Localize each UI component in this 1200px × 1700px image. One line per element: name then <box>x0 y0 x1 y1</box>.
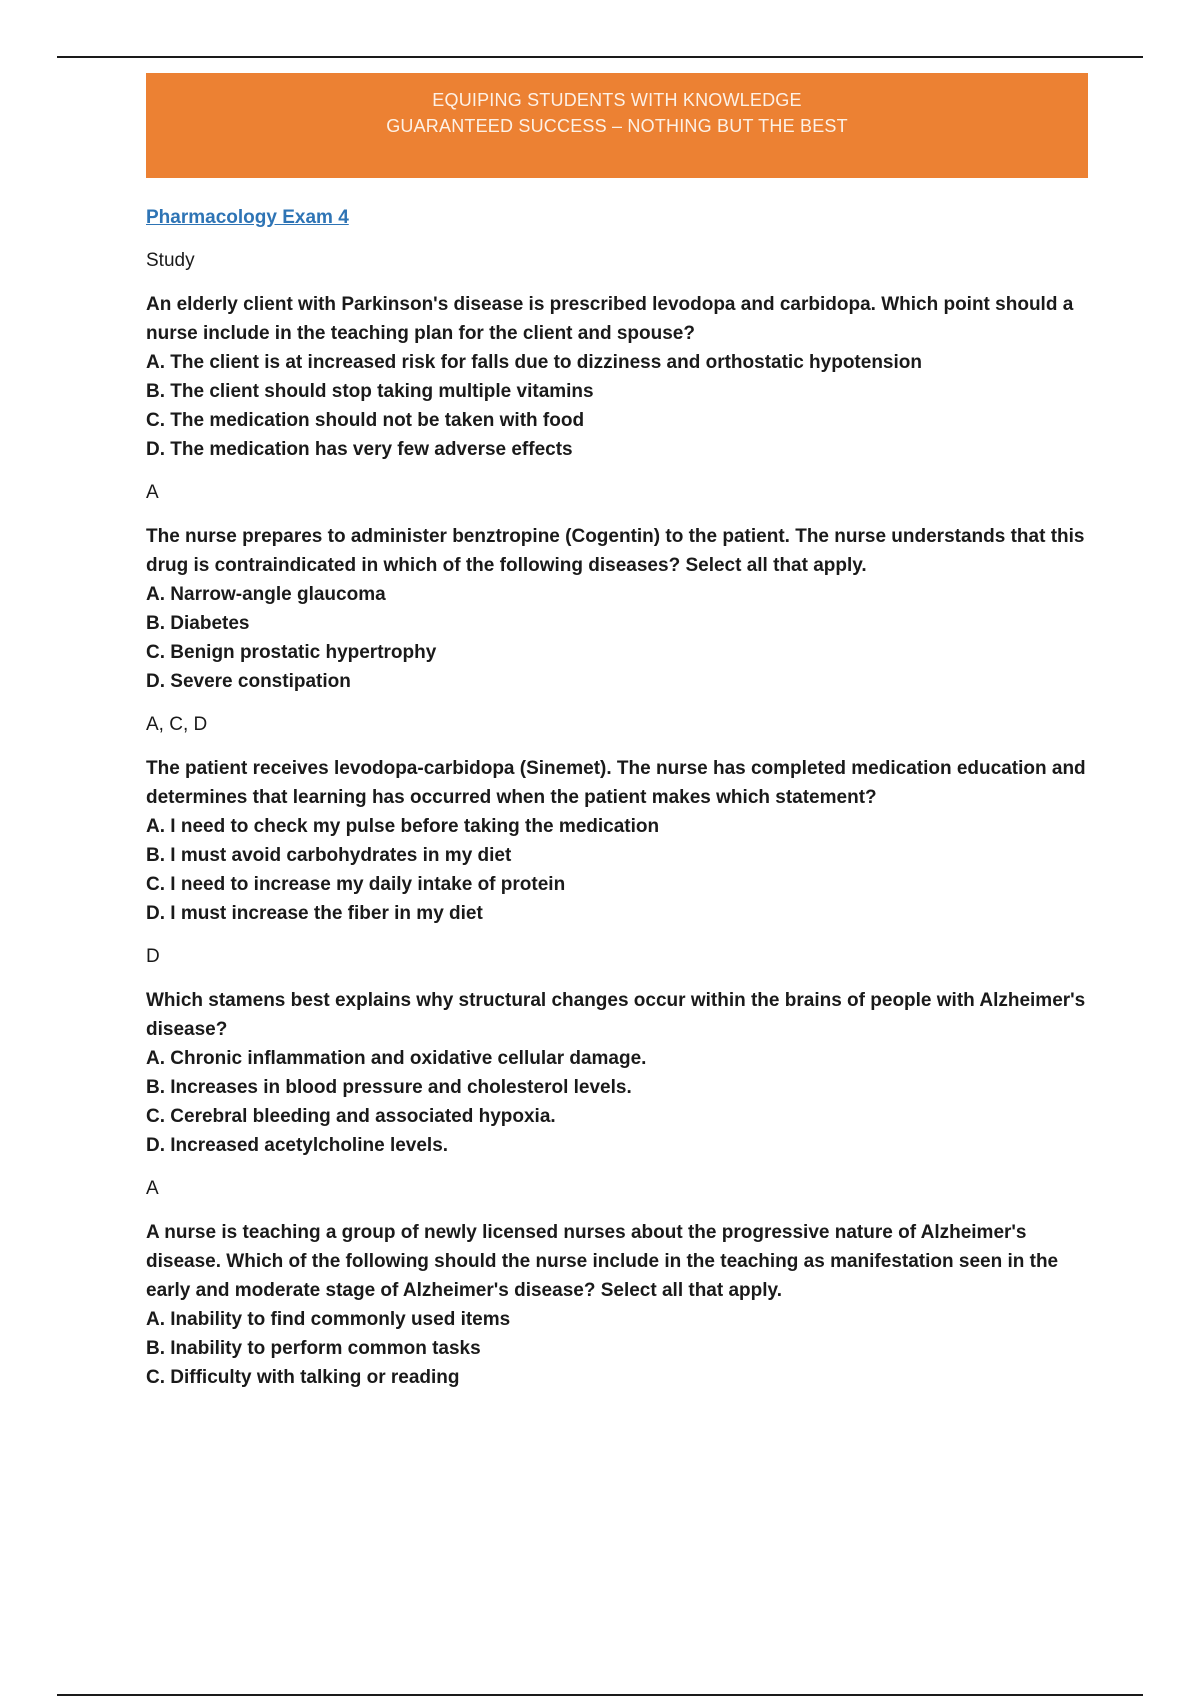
answer-option: A. Chronic inflammation and oxidative cellular damage. <box>146 1048 647 1069</box>
answer-option: A. Narrow-angle glaucoma <box>146 584 386 605</box>
answer-key: D <box>146 946 160 967</box>
answer-option: C. Difficulty with talking or reading <box>146 1367 460 1388</box>
answer-option: D. The medication has very few adverse effects <box>146 439 573 460</box>
header-banner <box>146 73 1088 178</box>
answer-option: C. Benign prostatic hypertrophy <box>146 642 437 663</box>
answer-option: D. Severe constipation <box>146 671 351 692</box>
banner-line-2: GUARANTEED SUCCESS – NOTHING BUT THE BEST <box>386 116 848 136</box>
answer-option: A. The client is at increased risk for falls due to dizziness and orthostatic hypotension <box>146 352 922 373</box>
top-rule <box>57 56 1143 58</box>
answer-key: A <box>146 482 159 503</box>
question-block <box>146 522 1086 696</box>
answer-option: C. I need to increase my daily intake of protein <box>146 874 566 895</box>
answer-option: B. Increases in blood pressure and cholesterol levels. <box>146 1077 632 1098</box>
answer-option: D. Increased acetylcholine levels. <box>146 1135 449 1156</box>
question-block <box>146 754 1086 928</box>
question-block <box>146 986 1086 1160</box>
answer-option: C. The medication should not be taken with food <box>146 410 585 431</box>
question-text: The patient receives levodopa-carbidopa (Sinemet). The nurse has completed medication education and determines that learning has occurred when the patient makes which statement? <box>146 758 1086 808</box>
question-text: Which stamens best explains why structural changes occur within the brains of people with Alzheimer's disease? <box>146 990 1086 1040</box>
document-subtitle: Study <box>146 250 195 271</box>
document-title-link[interactable]: Pharmacology Exam 4 <box>146 207 349 228</box>
question-text: The nurse prepares to administer benztropine (Cogentin) to the patient. The nurse understands that this drug is contraindicated in which of the following diseases? Select all that apply. <box>146 526 1085 576</box>
answer-option: B. The client should stop taking multiple vitamins <box>146 381 594 402</box>
answer-key: A <box>146 1178 159 1199</box>
answer-key: A, C, D <box>146 714 208 735</box>
answer-option: C. Cerebral bleeding and associated hypoxia. <box>146 1106 556 1127</box>
answer-option: B. Inability to perform common tasks <box>146 1338 481 1359</box>
answer-option: B. I must avoid carbohydrates in my diet <box>146 845 512 866</box>
answer-option: A. I need to check my pulse before taking the medication <box>146 816 660 837</box>
banner-line-1: EQUIPING STUDENTS WITH KNOWLEDGE <box>432 90 802 110</box>
answer-option: D. I must increase the fiber in my diet <box>146 903 483 924</box>
question-text: An elderly client with Parkinson's disease is prescribed levodopa and carbidopa. Which point should a nurse include in the teaching plan for the client and spouse? <box>146 294 1074 344</box>
answer-option: A. Inability to find commonly used items <box>146 1309 511 1330</box>
question-block <box>146 290 1086 464</box>
answer-option: B. Diabetes <box>146 613 250 634</box>
document-body <box>146 204 1086 1392</box>
bottom-rule <box>57 1694 1143 1696</box>
question-block <box>146 1218 1086 1392</box>
question-text: A nurse is teaching a group of newly licensed nurses about the progressive nature of Alzheimer's disease. Which of the following should the nurse include in the teaching as manifestation seen in the early and moderate stage of Alzheimer's disease? Select all that apply. <box>146 1222 1059 1301</box>
